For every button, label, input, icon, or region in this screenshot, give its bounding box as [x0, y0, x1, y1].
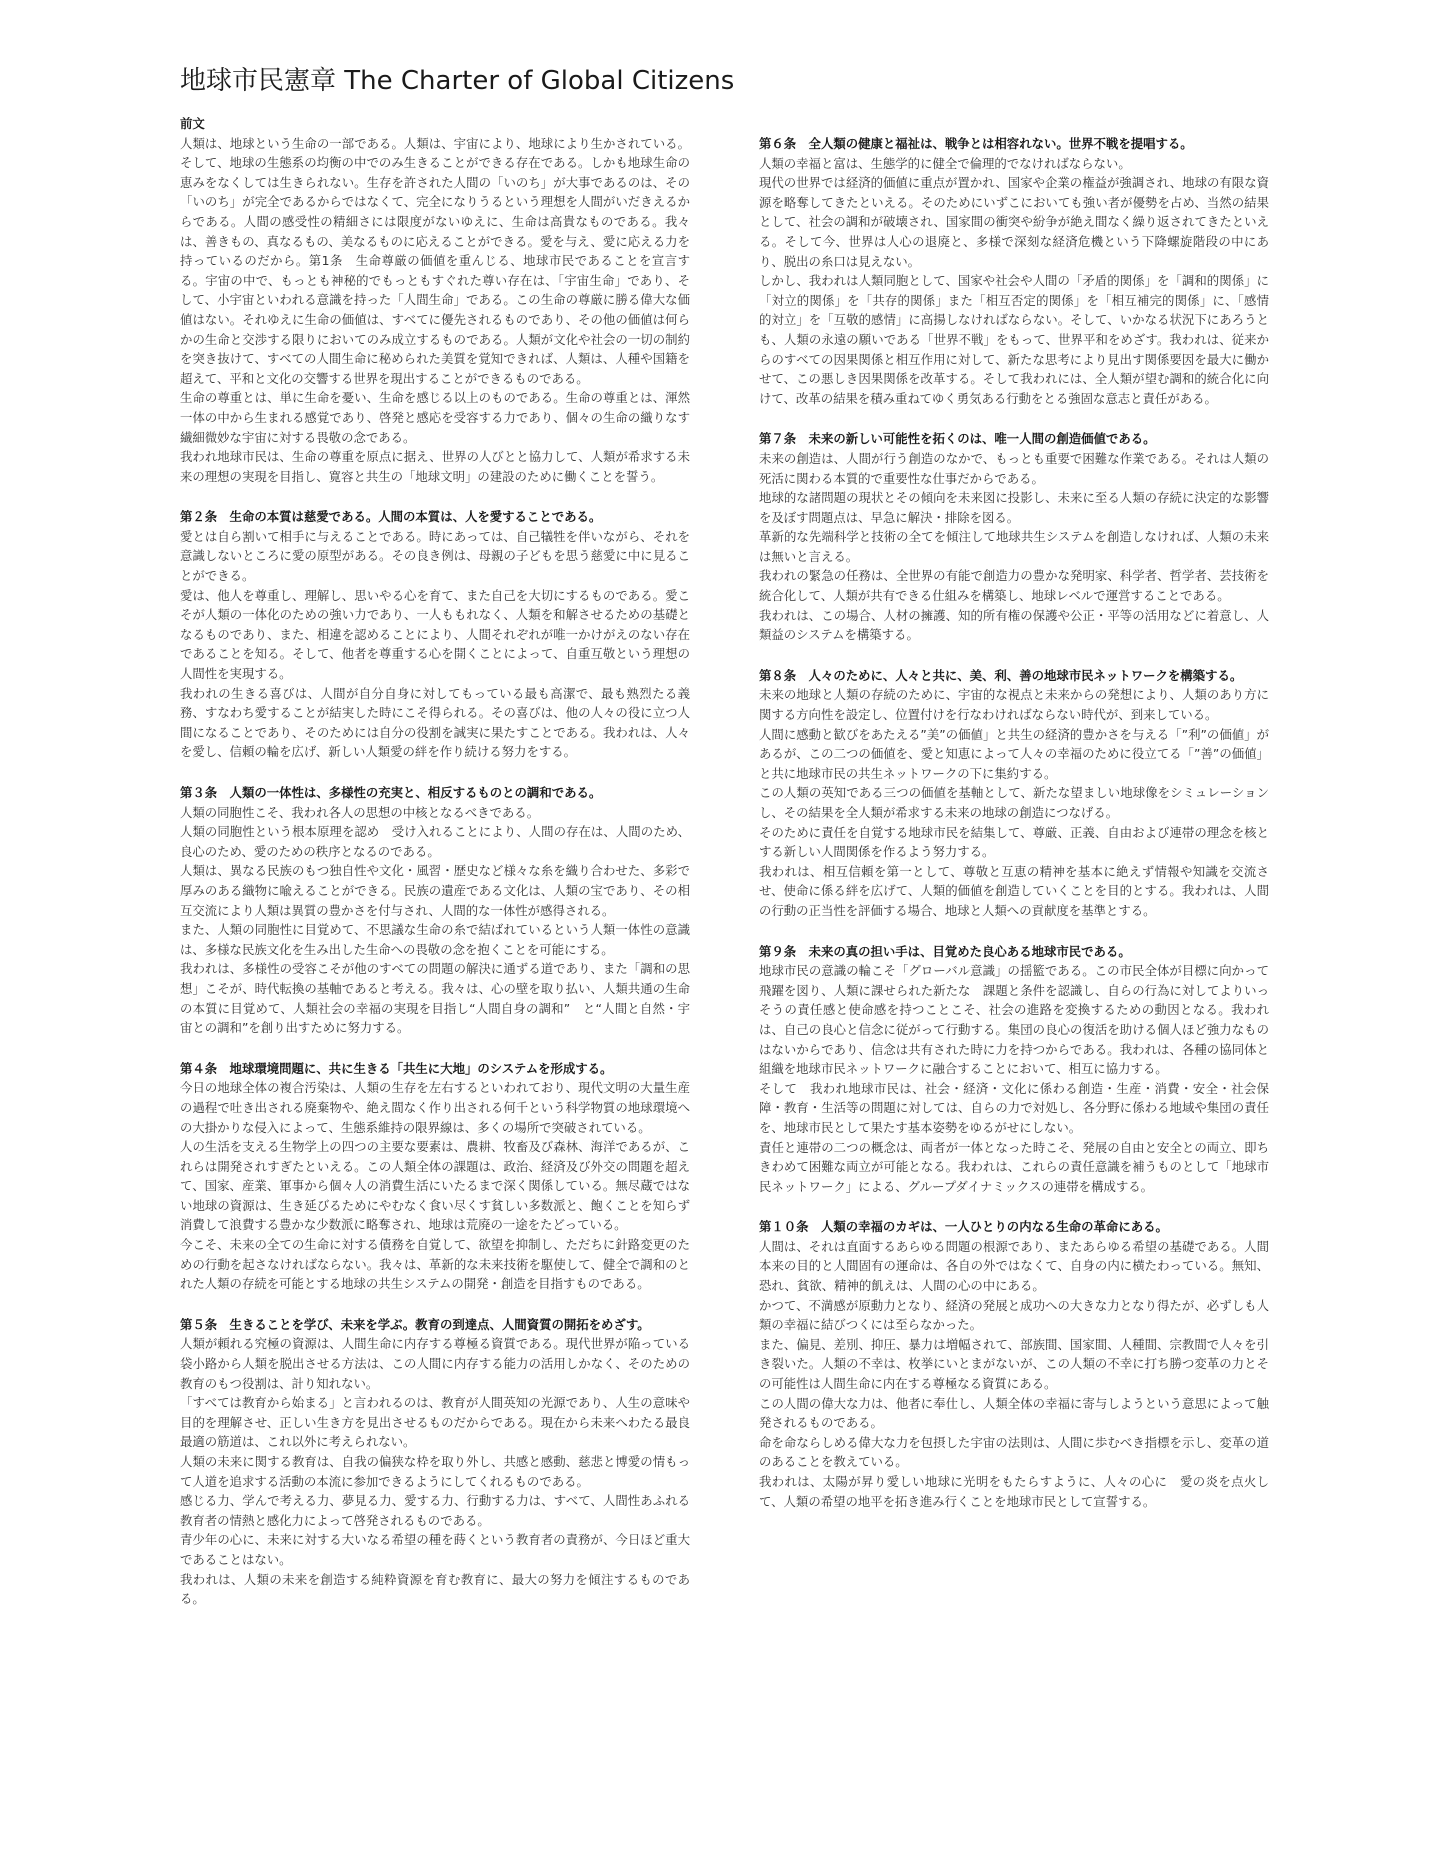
body-paragraph: 現代の世界では経済的価値に重点が置かれ、国家や企業の権益が強調され、地球の有限な資源を略奪してきたといえる。そのためにいずこにおいても強い者が優勢を占め、当然の結果として、社会の調和が破壊され、国家間の衝突や紛争が絶え間なく繰り返されてきたといえる。そして今、世界は人心の退廃と、多様で深刻な経済危機という下降螺旋階段の中にあり、脱出の糸口は見えない。: [759, 175, 1269, 269]
section-heading: 第２条 生命の本質は慈愛である。人間の本質は、人を愛することである。: [180, 509, 602, 525]
section-heading: 第７条 未来の新しい可能性を拓くのは、唯一人間の創造価値である。: [759, 431, 1156, 447]
body-paragraph: 生命の尊重とは、単に生命を憂い、生命を感じる以上のものである。生命の尊重とは、渾然一体の中から生まれる感覚であり、啓発と感応を受容する力であり、個々の生命の織りなす繊細微妙な宇宙に対する畏敬の念である。: [180, 390, 690, 445]
body-paragraph: 愛とは自ら割いて相手に与えることである。時にあっては、自己犠牲を伴いながら、それを意識しないところに愛の原型がある。その良き例は、母親の子どもを思う慈愛に中に見ることができる。: [180, 528, 690, 584]
body-paragraph: 愛は、他人を尊重し、理解し、思いやる心を育て、また自己を大切にするものである。愛こそが人類の一体化のための強い力であり、一人ももれなく、人類を和解させるための基礎となるものであり、また、相違を認めることにより、人間それぞれが唯一かけがえのない存在であることを知る。そして、他者を尊重する心を開くことによって、自重互敬という理想の人間性を実現する。: [180, 587, 690, 682]
section-heading: 第５条 生きることを学び、未来を学ぶ。教育の到達点、人間資質の開拓をめざす。: [180, 1316, 650, 1332]
body-paragraph: 我われは、太陽が昇り愛しい地球に光明をもたらすように、人々の心に 愛の炎を点火して、人類の希望の地平を拓き進み行くことを地球市民として宣誓する。: [759, 1474, 1269, 1509]
section-heading: 第８条 人々のために、人々と共に、美、利、善の地球市民ネットワークを構築する。: [759, 667, 1243, 683]
article-section: [180, 507, 690, 762]
body-paragraph: 人類の同胞性という根本原理を認め 受け入れることにより、人間の存在は、人間のため、良心のため、愛のための秩序となるのである。: [180, 824, 690, 859]
section-heading: 前文: [180, 116, 205, 131]
section-heading: 第９条 未来の真の担い手は、目覚めた良心ある地球市民である。: [759, 943, 1131, 959]
body-paragraph: 我われは、人類の未来を創造する純粋資源を育む教育に、最大の努力を傾注するものである。: [180, 1571, 690, 1607]
article-section: [180, 114, 690, 486]
body-paragraph: 青少年の心に、未来に対する大いなる希望の種を蒔くという教育者の責務が、今日ほど重大であることはない。: [180, 1532, 690, 1567]
article-section: [759, 1217, 1269, 1511]
section-heading: 第１０条 人類の幸福のカギは、一人ひとりの内なる生命の革命にある。: [759, 1219, 1168, 1235]
body-paragraph: 人類は、異なる民族のもつ独自性や文化・風習・歴史など様々な糸を織り合わせた、多彩で厚みのある織物に喩えることができる。民族の遺産である文化は、人類の宝であり、その相互交流により人類は異質の豊かさを付与され、人間的な一体性が感得される。: [180, 863, 690, 918]
body-paragraph: 地球市民の意識の輪こそ「グローバル意識」の揺籃である。この市民全体が目標に向かって飛躍を図り、人類に課せられた新たな 課題と条件を認識し、自らの行為に対してよりいっそうの責任感と使命感を持つことこそ、社会の進路を変換するための動因となる。我われは、自己の良心と信念に従がって行動する。集団の良心の復活を助ける個人ほど強力なものはないからであり、信念は共有された時に力を持つからである。我われは、各種の協同体と組織を地球市民ネットワークに融合することにおいて、相互に協力する。: [759, 963, 1269, 1077]
body-paragraph: この人間の偉大な力は、他者に奉仕し、人類全体の幸福に寄与しようという意思によって触発されるものである。: [759, 1395, 1269, 1431]
body-paragraph: 我われは、この場合、人材の擁護、知的所有権の保護や公正・平等の活用などに着意し、人類益のシステムを構築する。: [759, 607, 1269, 643]
body-paragraph: また、人類の同胞性に目覚めて、不思議な生命の糸で結ばれているという人類一体性の意識は、多様な民族文化を生み出した生命への畏敬の念を抱くことを可能にする。: [180, 922, 690, 957]
body-paragraph: 人類は、地球という生命の一部である。人類は、宇宙により、地球により生かされている。そして、地球の生態系の均衡の中でのみ生きることができる存在である。しかも地球生命の恵みをなくしては生きられない。生存を許された人間の「いのち」が大事であるのは、その「いのち」が完全であるからではなくて、完全になりうるという理想を人間がいだきえるからである。人間の感受性の精細さには限度がないゆえに、生命は高貴なものである。我々は、善きもの、真なるもの、美なるものに応えることができる。愛を与え、愛に応える力を持っているのだから。第1条 生命尊厳の価値を重んじる、地球市民であることを宣言する。宇宙の中で、もっとも神秘的でもっともすぐれた尊い存在は、「宇宙生命」であり、そして、小宇宙といわれる意識を持った「人間生命」である。この生命の尊厳に勝る偉大な価値はない。それゆえに生命の価値は、すべてに優先されるものであり、その他の価値は何らかの生命と交渉する限りにおいてのみ成立するものである。人類が文化や社会の一切の制約を突き抜けて、すべての人間生命に秘められた美質を覚知できれば、人類は、人種や国籍を超えて、平和と文化の交響する世界を現出することができるものである。: [180, 135, 690, 386]
body-paragraph: 我われは、相互信頼を第一として、尊敬と互恵の精神を基本に絶えず情報や知識を交流させ、使命に係る絆を広げて、人類的価値を創造していくことを目的とする。我われは、人間の行動の正当性を評価する場合、地球と人類への貢献度を基準とする。: [759, 863, 1269, 918]
body-paragraph: かつて、不満感が原動力となり、経済の発展と成功への大きな力となり得たが、必ずしも人類の幸福に結びつくには至らなかった。: [759, 1297, 1269, 1333]
body-paragraph: 責任と連帯の二つの概念は、両者が一体となった時こそ、発展の自由と安全との両立、即ちきわめて困難な両立が可能となる。我われは、これらの責任意識を補うものとして「地球市民ネットワーク」による、グループダイナミックスの連帯を構成する。: [759, 1139, 1269, 1194]
right-column: [759, 134, 1269, 1532]
body-paragraph: 人類の幸福と富は、生態学的に健全で倫理的でなければならない。: [759, 155, 1131, 171]
body-paragraph: そして 我われ地球市民は、社会・経済・文化に係わる創造・生産・消費・安全・社会保障・教育・生活等の問題に対しては、自らの力で対処し、各分野に係わる地域や集団の責任を、地球市民として果たす基本姿勢をゆるがせにしない。: [759, 1080, 1269, 1135]
article-section: [180, 1059, 690, 1294]
body-paragraph: 地球的な諸問題の現状とその傾向を未来図に投影し、未来に至る人類の存続に決定的な影響を及ぼす問題点は、早急に解決・排除を図る。: [759, 490, 1269, 525]
body-paragraph: 人間は、それは直面するあらゆる問題の根源であり、またあらゆる希望の基礎である。人間本来の目的と人間固有の運命は、各自の外ではなくて、自身の内に横たわっている。無知、恐れ、貧欲、精神的飢えは、人間の心の中にある。: [759, 1238, 1269, 1294]
body-paragraph: 我われは、多様性の受容こそが他のすべての問題の解決に通ずる道であり、また「調和の思想」こそが、時代転換の基軸であると考える。我々は、心の壁を取り払い、人類共通の生命の本質に目覚めて、人類社会の幸福の実現を目指し“人間自身の調和” と“人間と自然・宇宙との調和”を創り出すために努力する。: [180, 961, 690, 1036]
article-section: [759, 429, 1269, 645]
body-paragraph: 人類の同胞性こそ、我われ各人の思想の中核となるべきである。: [180, 804, 540, 820]
body-paragraph: 人間に感動と歓びをあたえる”美”の価値」と共生の経済的豊かさを与える「”利”の価値」があるが、この二つの価値を、愛と知恵によって人々の幸福のために役立てる「”善”の価値」と共に地球市民の共生ネットワークの下に集約する。: [759, 726, 1269, 781]
body-paragraph: 「すべては教育から始まる」と言われるのは、教育が人間英知の光源であり、人生の意味や目的を理解させ、正しい生き方を見出させるものだからである。現在から未来へわたる最良最適の筋道は、これ以外に考えられない。: [180, 1395, 690, 1450]
left-column: [180, 114, 690, 1630]
body-paragraph: 人類の未来に関する教育は、自我の偏狭な枠を取り外し、共感と感動、慈悲と博愛の情もって人道を追求する活動の本流に参加できるようにしてくれるものである。: [180, 1454, 690, 1489]
article-section: [180, 1315, 690, 1609]
body-paragraph: 命を命ならしめる偉大な力を包摂した宇宙の法則は、人間に歩むべき指標を示し、変革の道のあることを教えている。: [759, 1434, 1269, 1470]
article-section: [759, 942, 1269, 1197]
body-paragraph: しかし、我われは人類同胞として、国家や社会や人間の「矛盾的関係」を「調和的関係」に「対立的関係」を「共存的関係」また「相互否定的関係」を「相互補完的関係」に、「感情的対立」を「互敬的感情」に高揚しなければならない。そして、いかなる状況下にあろうとも、人類の永遠の願いである「世界不戦」をもって、世界平和をめざす。我われは、従来からのすべての因果関係と相互作用に対して、新たな思考により見出す関係要因を最大に働かせて、この悪しき因果関係を改革する。そして我われには、全人類が望む調和的統合化に向けて、改革の結果を積み重ねてゆく勇気ある行動をとる強固な意志と責任がある。: [759, 273, 1269, 406]
body-paragraph: 革新的な先端科学と技術の全てを傾注して地球共生システムを創造しなければ、人類の未来は無いと言える。: [759, 529, 1269, 564]
section-heading: 第３条 人類の一体性は、多様性の充実と、相反するものとの調和である。: [180, 785, 602, 800]
body-paragraph: 人の生活を支える生物学上の四つの主要な要素は、農耕、牧畜及び森林、海洋であるが、これらは開発されすぎたといえる。この人類全体の課題は、政治、経済及び外交の問題を超えて、国家、産業、軍事から個々人の消費生活にいたるまで深く関係している。無尽蔵ではない地球の資源は、生き延びるためにやむなく食い尽くす貧しい多数派と、飽くことを知らず消費して浪費する豊かな少数派に略奪され、地球は荒廃の一途をたどっている。: [180, 1139, 690, 1233]
body-paragraph: 人類が頼れる究極の資源は、人間生命に内存する尊極る資質である。現代世界が陥っている袋小路から人類を脱出させる方法は、この人間に内存する能力の活用しかなく、そのための教育のもつ役割は、計り知れない。: [180, 1336, 690, 1391]
body-paragraph: この人類の英知である三つの価値を基軸として、新たな望ましい地球像をシミュレーションし、その結果を全人類が希求する未来の地球の創造につなげる。: [759, 785, 1269, 820]
body-paragraph: 我われの緊急の任務は、全世界の有能で創造力の豊かな発明家、科学者、哲学者、芸技術を統合化して、人類が共有できる仕組みを構築し、地球レベルで運営することである。: [759, 568, 1269, 604]
body-paragraph: 感じる力、学んで考える力、夢見る力、愛する力、行動する力は、すべて、人間性あふれる教育者の情熱と感化力によって啓発されるものである。: [180, 1493, 690, 1528]
body-paragraph: 我われ地球市民は、生命の尊重を原点に据え、世界の人びとと協力して、人類が希求する未来の理想の実現を目指し、寛容と共生の「地球文明」の建設のために働くことを誓う。: [180, 449, 690, 484]
article-section: [759, 666, 1269, 921]
body-paragraph: そのために責任を自覚する地球市民を結集して、尊厳、正義、自由および連帯の理念を核とする新しい人間関係を作るよう努力する。: [759, 824, 1269, 860]
body-paragraph: 今こそ、未来の全ての生命に対する債務を自覚して、欲望を抑制し、ただちに針路変更のための行動を起さなければならない。我々は、革新的な未来技術を駆使して、健全で調和のとれた人類の存続を可能とする地球の共生システムの開発・創造を目指すものである。: [180, 1237, 690, 1292]
body-paragraph: 未来の地球と人類の存続のために、宇宙的な視点と未来からの発想により、人類のあり方に関する方向性を設定し、位置付けを行なわければならない時代が、到来している。: [759, 687, 1269, 723]
article-section: [759, 134, 1269, 408]
section-heading: 第４条 地球環境問題に、共に生きる「共生に大地」のシステムを形成する。: [180, 1060, 613, 1076]
body-paragraph: 今日の地球全体の複合汚染は、人類の生存を左右するといわれており、現代文明の大量生産の過程で吐き出される廃棄物や、絶え間なく作り出される何千という科学物質の地球環境への大掛かりな侵入によって、生態系維持の限界線は、多くの場所で突破されている。: [180, 1080, 690, 1135]
body-paragraph: また、偏見、差別、抑圧、暴力は増幅されて、部族間、国家間、人種間、宗教間で人々を引き裂いた。人類の不幸は、枚挙にいとまがないが、この人類の不幸に打ち勝つ変革の力とその可能性は人間生命に内在する尊極なる資質にある。: [759, 1336, 1269, 1392]
section-heading: 第６条 全人類の健康と福祉は、戦争とは相容れない。世界不戦を提唱する。: [759, 136, 1193, 151]
article-section: [180, 783, 690, 1038]
body-paragraph: 我われの生きる喜びは、人間が自分自身に対してもっている最も高潔で、最も熟烈たる義務、すなわち愛することが結実した時にこそ得られる。その喜びは、他の人々の役に立つ人間になることであり、そのためには自分の役割を誠実に果たすことである。我われは、人々を愛し、信頼の輪を広げ、新しい人類愛の絆を作り続ける努力をする。: [180, 685, 690, 760]
body-paragraph: 未来の創造は、人間が行う創造のなかで、もっとも重要で困難な作業である。それは人類の死活に関わる本質的で重要性な仕事だからである。: [759, 450, 1269, 486]
document-title: 地球市民憲章 The Charter of Global Citizens: [180, 66, 735, 96]
